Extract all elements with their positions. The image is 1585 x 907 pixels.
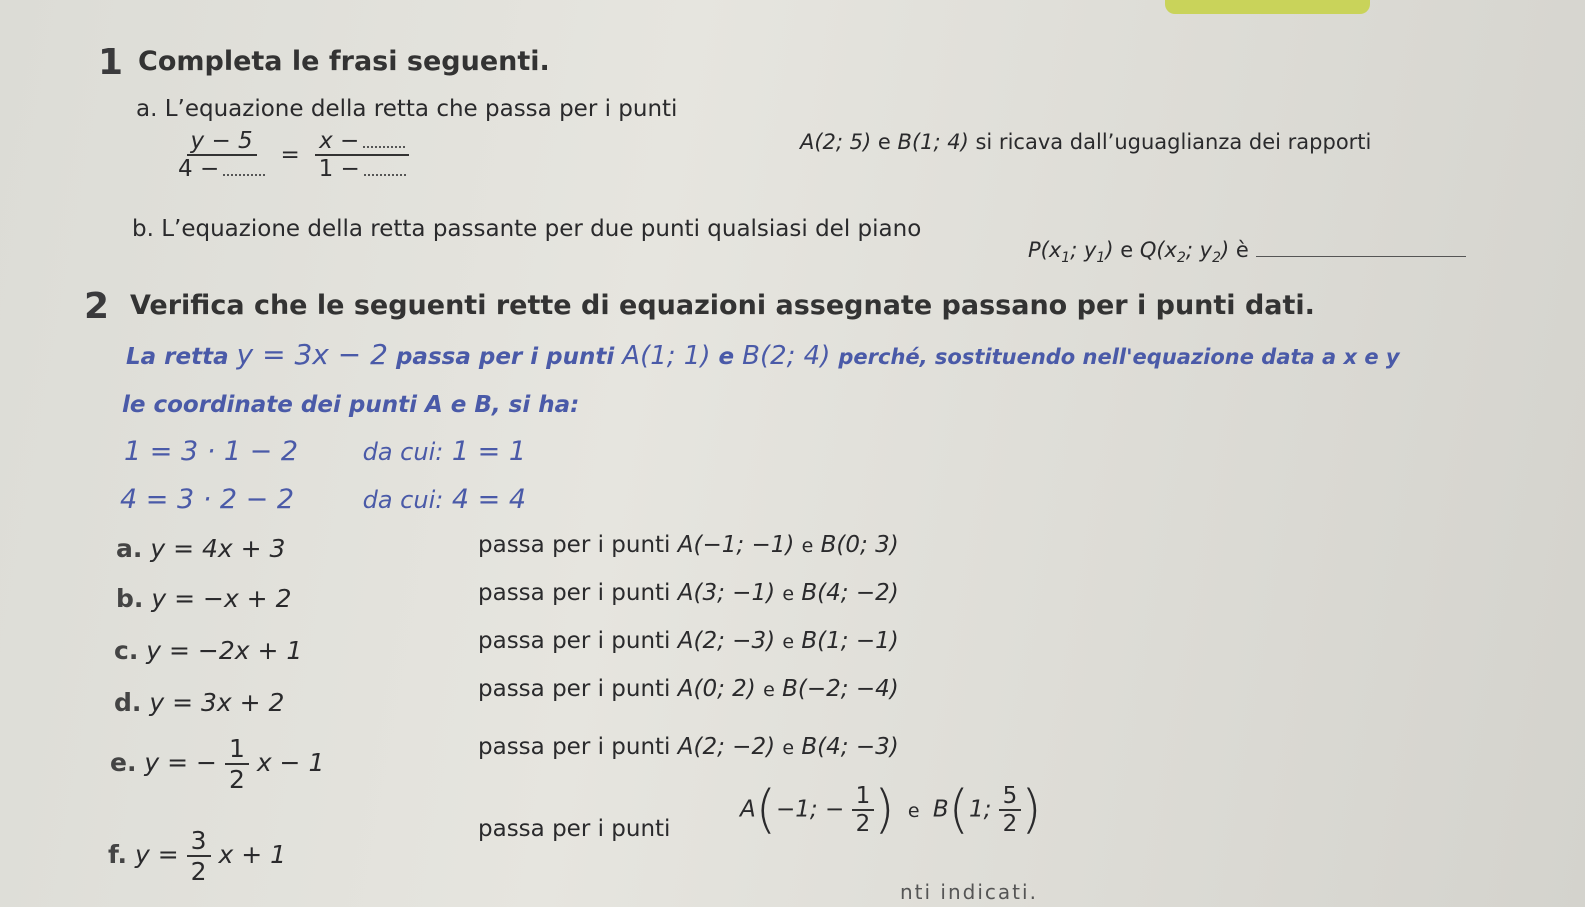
- fraction-1: [178, 128, 265, 182]
- exercise-1a: [136, 96, 677, 122]
- list-item-a: a. y = 4x + 3: [116, 534, 286, 563]
- exercise-1-number: 1: [98, 42, 124, 83]
- example-line-2: le coordinate dei punti A e B, si ha:: [122, 392, 580, 418]
- exercise-2-number: 2: [84, 286, 110, 327]
- equals-sign: =: [280, 141, 300, 168]
- fraction-one-half: $\frac{1}{2}$: [225, 734, 249, 794]
- item-label: a.: [136, 96, 158, 122]
- fraction-2: [315, 128, 409, 182]
- exercise-1-title: Completa le frasi seguenti.: [138, 46, 550, 77]
- answer-line[interactable]: [1256, 256, 1466, 257]
- list-item-b-points: passa per i punti A(3; −1) e B(4; −2): [478, 580, 899, 606]
- fraction-2-denominator: 1 −: [319, 156, 406, 182]
- item-text: L’equazione della retta che passa per i punti: [164, 96, 678, 122]
- point-a: A(2; 5): [800, 130, 872, 154]
- calculation-2: 4 = 3 · 2 − 2 da cui: 4 = 4: [120, 484, 527, 515]
- list-item-a-points: passa per i punti A(−1; −1) e B(0; 3): [478, 532, 899, 558]
- is-word: è: [1235, 238, 1249, 262]
- fraction-1-denominator: 4 −: [178, 156, 265, 182]
- list-item-b: b. y = −x + 2: [116, 584, 292, 613]
- point-p: $P(x_1$; $y_1$): [1028, 238, 1114, 267]
- item-text: L’equazione della retta passante per due punti qualsiasi del piano: [161, 216, 922, 242]
- list-item-c-points: passa per i punti A(2; −3) e B(1; −1): [478, 628, 899, 654]
- item-label: b.: [132, 216, 154, 242]
- exercise-1b-points: [1028, 238, 1466, 266]
- exercise-1b: [132, 216, 921, 242]
- conjunction: e: [877, 130, 891, 154]
- blank[interactable]: [363, 145, 405, 148]
- point-b: B(1; 4): [897, 130, 969, 154]
- fraction-three-halves: $\frac{3}{2}$: [187, 826, 211, 886]
- example-line-1: La retta y = 3x − 2 passa per i punti A(1; 1) e B(2; 4) perché, sostituendo nell'equazione data a x e y: [126, 338, 1400, 371]
- fraction-1-numerator: y − 5: [187, 128, 257, 156]
- fraction-b-y: $\frac{5}{2}$: [999, 783, 1022, 837]
- blank[interactable]: [364, 173, 406, 176]
- calculation-1: 1 = 3 · 1 − 2 da cui: 1 = 1: [124, 436, 527, 467]
- list-item-e: e. y = − $\frac{1}{2}$ x − 1: [110, 734, 325, 794]
- point-q: $Q(x_2$; $y_2$): [1139, 238, 1230, 267]
- exercise-1a-points: [800, 130, 1371, 154]
- exercise-2-title: Verifica che le seguenti rette di equazioni assegnate passano per i punti dati.: [130, 290, 1315, 321]
- list-item-d-points: passa per i punti A(0; 2) e B(−2; −4): [478, 676, 899, 702]
- conjunction: e: [1120, 238, 1134, 262]
- list-item-f-points: A(−1; − $\frac{1}{2}$ ) e B(1; $\frac{5}{2}$ ): [740, 780, 1042, 840]
- list-item-c: c. y = −2x + 1: [114, 636, 303, 665]
- fraction-2-numerator: x −: [315, 128, 409, 156]
- list-item-f: f. y = $\frac{3}{2}$ x + 1: [108, 826, 287, 886]
- item-text-2: si ricava dall’uguaglianza dei rapporti: [975, 130, 1372, 154]
- ratio-equation: [178, 128, 409, 182]
- yellow-tab-decoration: [1165, 0, 1370, 14]
- cut-off-text: nti indicati.: [900, 880, 1038, 904]
- blank[interactable]: [223, 173, 265, 176]
- list-item-f-pass-text: passa per i punti: [478, 816, 671, 842]
- list-item-e-points: passa per i punti A(2; −2) e B(4; −3): [478, 734, 899, 760]
- list-item-d: d. y = 3x + 2: [114, 688, 285, 717]
- fraction-a-y: $\frac{1}{2}$: [852, 783, 875, 837]
